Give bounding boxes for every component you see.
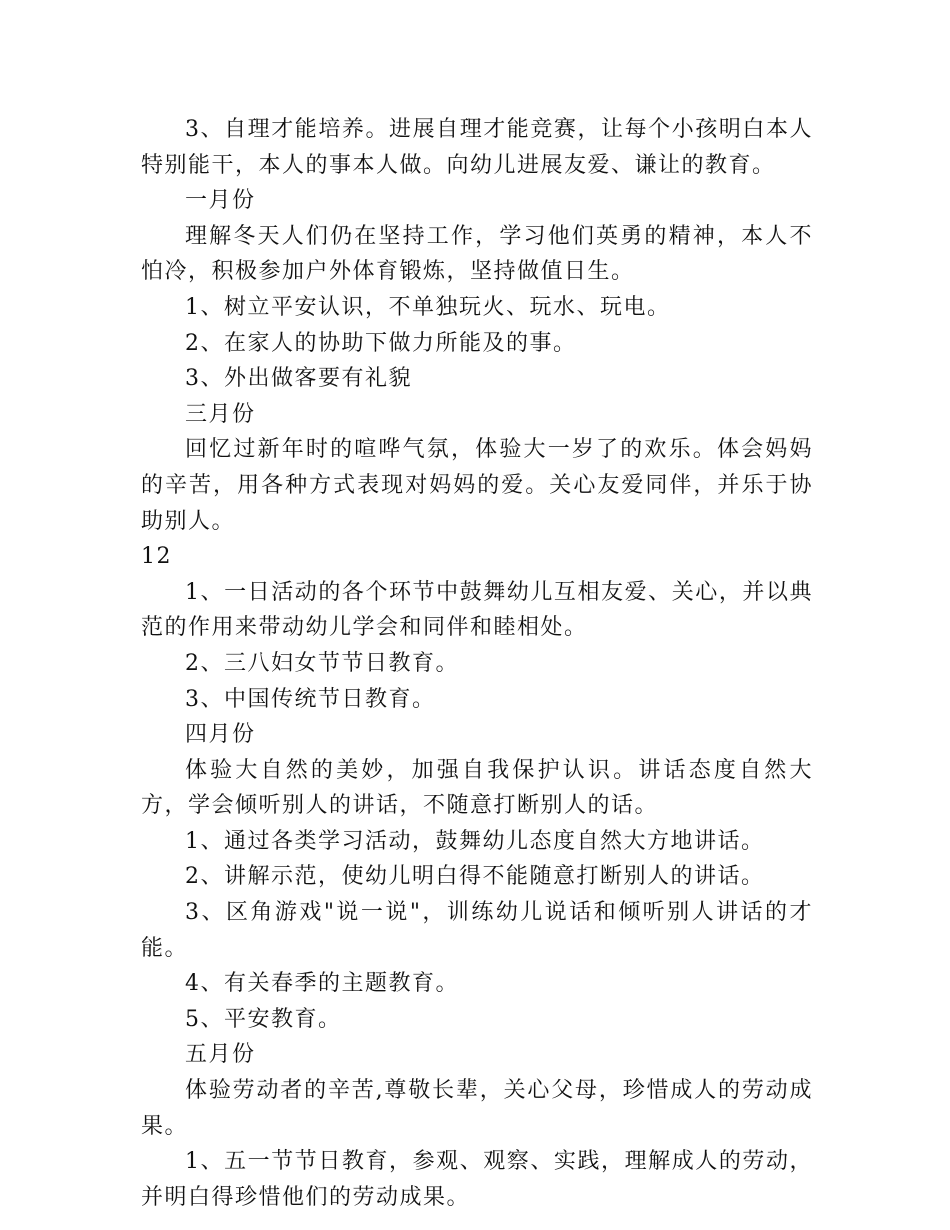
heading-may: 五月份 [185,1042,256,1068]
heading-january: 一月份 [185,188,256,214]
document-body [141,112,813,1215]
list-item: 3、区角游戏"说一说"，训练幼儿说话和倾听别人讲话的才能。 [141,900,813,961]
paragraph-march-intro: 回忆过新年时的喧哗气氛，体验大一岁了的欢乐。体会妈妈的辛苦，用各种方式表现对妈妈的爱。关心友爱同伴，并乐于协助别人。 [141,437,813,534]
list-item: 1、五一节节日教育，参观、观察、实践，理解成人的劳动，并明白得珍惜他们的劳动成果。 [141,1149,813,1210]
paragraph-self-care: 3、自理才能培养。进展自理才能竞赛，让每个小孩明白本人特别能干，本人的事本人做。向幼儿进展友爱、谦让的教育。 [141,117,813,178]
list-item: 2、讲解示范，使幼儿明白得不能随意打断别人的讲话。 [185,864,765,890]
paragraph-january-intro: 理解冬天人们仍在坚持工作，学习他们英勇的精神，本人不怕冷，积极参加户外体育锻炼，坚持做值日生。 [141,223,813,285]
list-item: 3、外出做客要有礼貌 [185,366,412,392]
list-item: 1、树立平安认识，不单独玩火、玩水、玩电。 [185,294,671,320]
list-item: 3、中国传统节日教育。 [185,686,436,712]
paragraph-april-intro: 体验大自然的美妙，加强自我保护认识。讲话态度自然大方，学会倾听别人的讲话，不随意打断别人的话。 [141,757,813,819]
list-item: 2、在家人的协助下做力所能及的事。 [185,330,577,356]
list-item: 4、有关春季的主题教育。 [185,971,459,997]
list-item: 1、通过各类学习活动，鼓舞幼儿态度自然大方地讲话。 [185,828,765,854]
list-item: 5、平安教育。 [185,1006,342,1032]
list-item: 2、三八妇女节节日教育。 [185,650,459,676]
heading-april: 四月份 [185,722,256,748]
list-item: 1、一日活动的各个环节中鼓舞幼儿互相友爱、关心，并以典范的作用来带动幼儿学会和同伴和睦相处。 [141,579,813,641]
heading-march: 三月份 [185,401,256,427]
paragraph-may-intro: 体验劳动者的辛苦,尊敬长辈，关心父母，珍惜成人的劳动成果。 [141,1078,813,1139]
page-number: 12 [141,544,172,570]
